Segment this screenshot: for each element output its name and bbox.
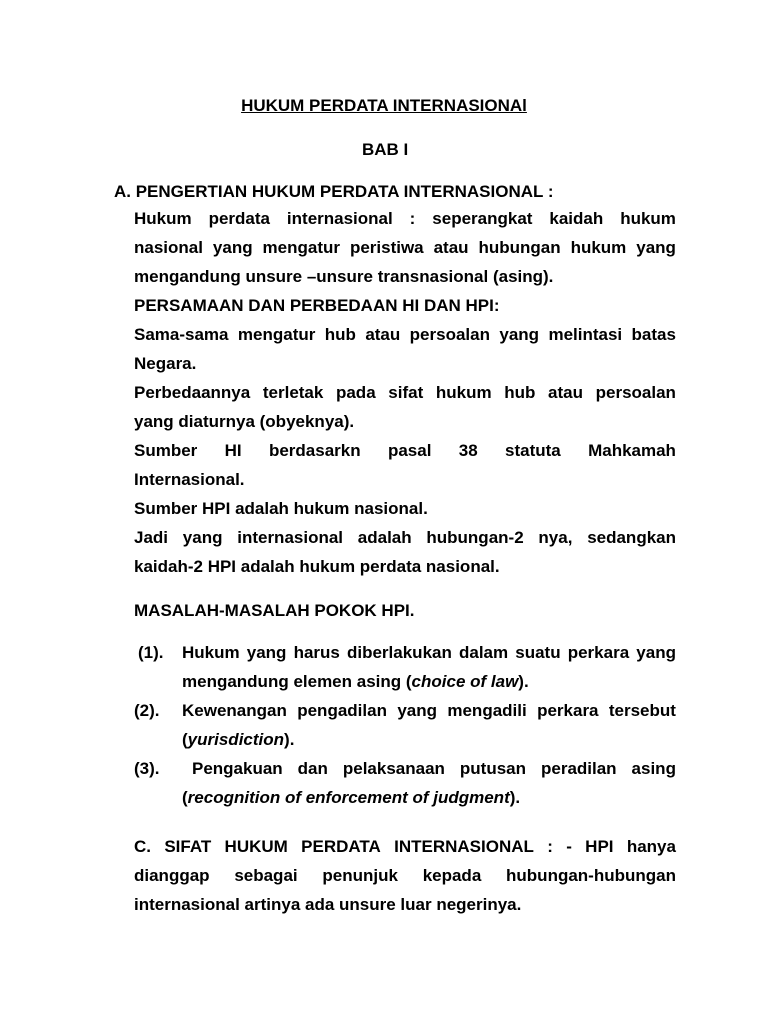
word: nasional bbox=[134, 238, 203, 257]
list-item-number: (2). bbox=[134, 701, 160, 720]
word: dianggap bbox=[134, 866, 210, 885]
word: tersebut bbox=[608, 701, 676, 720]
word: persoalan bbox=[409, 325, 490, 344]
document-title: HUKUM PERDATA INTERNASIONAl bbox=[241, 96, 527, 115]
word: HI bbox=[224, 441, 242, 460]
word: penunjuk bbox=[322, 866, 398, 885]
word: HPI bbox=[585, 837, 614, 856]
word: sedangkan bbox=[587, 528, 676, 547]
word: C. bbox=[134, 837, 151, 856]
section-c-paragraph bbox=[134, 832, 676, 919]
word: suatu bbox=[515, 643, 561, 662]
word: : bbox=[409, 209, 416, 228]
word: batas bbox=[631, 325, 676, 344]
list-item bbox=[134, 638, 676, 696]
definition-line bbox=[134, 233, 676, 262]
word: seperangkat bbox=[432, 209, 533, 228]
word: pengadilan bbox=[297, 701, 387, 720]
list-item-term: choice of law bbox=[411, 672, 519, 691]
word: terletak bbox=[262, 383, 324, 402]
word: yang bbox=[636, 643, 676, 662]
word: kepada bbox=[422, 866, 482, 885]
word: Pengakuan bbox=[192, 759, 283, 778]
definition-line bbox=[134, 204, 676, 233]
comparison-line bbox=[134, 436, 676, 465]
word: perkara bbox=[567, 643, 630, 662]
word: statuta bbox=[505, 441, 561, 460]
word: berdasarkn bbox=[268, 441, 361, 460]
comparison-line: Negara. bbox=[134, 354, 197, 373]
word: nya, bbox=[538, 528, 573, 547]
word: - bbox=[566, 837, 572, 856]
word: hubungan-hubungan bbox=[506, 866, 676, 885]
word: asing bbox=[631, 759, 676, 778]
word: pelaksanaan bbox=[342, 759, 445, 778]
word: Sumber bbox=[134, 441, 198, 460]
word: melintasi bbox=[548, 325, 623, 344]
list-item-number: (3). bbox=[134, 759, 160, 778]
word: hubungan-2 bbox=[426, 528, 524, 547]
word: diberlakukan bbox=[346, 643, 452, 662]
problems-heading: MASALAH-MASALAH POKOK HPI. bbox=[134, 601, 415, 620]
list-item-line bbox=[182, 667, 676, 696]
word: hukum bbox=[435, 383, 492, 402]
word: 38 bbox=[458, 441, 478, 460]
word: peristiwa bbox=[349, 238, 424, 257]
definition-line: mengandung unsure –unsure transnasional (asing). bbox=[134, 267, 554, 286]
word: pada bbox=[335, 383, 376, 402]
word: perdata bbox=[208, 209, 270, 228]
section-c-line: internasional artinya ada unsure luar negerinya. bbox=[134, 895, 522, 914]
word: hub bbox=[324, 325, 356, 344]
word: harus bbox=[293, 643, 340, 662]
comparison-line: kaidah-2 HPI adalah hukum perdata nasional. bbox=[134, 557, 500, 576]
list-item bbox=[134, 696, 676, 754]
word: pasal bbox=[387, 441, 432, 460]
word: atau bbox=[365, 325, 401, 344]
list-item-number: (1). bbox=[138, 643, 164, 662]
word: sifat bbox=[388, 383, 424, 402]
word: mengatur bbox=[237, 325, 316, 344]
word: yang bbox=[212, 238, 253, 257]
word: Jadi bbox=[134, 528, 169, 547]
word: dalam bbox=[458, 643, 509, 662]
word: adalah bbox=[357, 528, 412, 547]
word: putusan bbox=[459, 759, 527, 778]
word: internasional bbox=[237, 528, 344, 547]
word: SIFAT bbox=[164, 837, 212, 856]
word: hukum bbox=[620, 209, 676, 228]
word: sebagai bbox=[234, 866, 298, 885]
word: Hukum bbox=[182, 643, 240, 662]
word: persoalan bbox=[595, 383, 676, 402]
word: hub bbox=[504, 383, 536, 402]
comparison-line bbox=[134, 320, 676, 349]
word: yang bbox=[499, 325, 540, 344]
word: HUKUM bbox=[224, 837, 288, 856]
word: peradilan bbox=[540, 759, 617, 778]
list-item bbox=[134, 754, 676, 812]
comparison-line: yang diaturnya (obyeknya). bbox=[134, 412, 355, 431]
word: perkara bbox=[537, 701, 599, 720]
list-item-line bbox=[182, 638, 676, 667]
word: hukum bbox=[570, 238, 627, 257]
list-item-term: recognition of enforcement of judgment bbox=[187, 788, 510, 807]
word: : bbox=[547, 837, 553, 856]
list-item-text: ). bbox=[518, 672, 529, 691]
section-c-line bbox=[134, 832, 676, 861]
list-item-text: ( bbox=[182, 788, 188, 807]
list-item-text: ( bbox=[182, 730, 188, 749]
comparison-line bbox=[134, 378, 676, 407]
comparison-line: Internasional. bbox=[134, 470, 245, 489]
list-item-text: ). bbox=[509, 788, 521, 807]
word: Kewenangan bbox=[182, 701, 287, 720]
comparison-heading: PERSAMAAN DAN PERBEDAAN HI DAN HPI: bbox=[134, 296, 500, 315]
word: kaidah bbox=[549, 209, 604, 228]
problems-list bbox=[134, 638, 676, 812]
list-item-text: mengandung elemen asing ( bbox=[182, 672, 412, 691]
word: hanya bbox=[626, 837, 676, 856]
word: mengadili bbox=[447, 701, 527, 720]
word: dan bbox=[297, 759, 328, 778]
word: yang bbox=[246, 643, 287, 662]
list-item-line bbox=[182, 696, 676, 725]
word: Perbedaannya bbox=[134, 383, 251, 402]
section-a-heading: A. PENGERTIAN HUKUM PERDATA INTERNASIONAL : bbox=[114, 182, 554, 201]
word: Hukum bbox=[134, 209, 192, 228]
word: yang bbox=[636, 238, 676, 257]
word: mengatur bbox=[262, 238, 340, 257]
comparison-line bbox=[134, 523, 676, 552]
word: yang bbox=[397, 701, 437, 720]
word: Sama-sama bbox=[134, 325, 229, 344]
chapter-heading: BAB I bbox=[362, 140, 409, 159]
definition-paragraph bbox=[134, 204, 676, 581]
section-c-line bbox=[134, 861, 676, 890]
word: internasional bbox=[286, 209, 393, 228]
word: hubungan bbox=[478, 238, 561, 257]
list-item-text: ). bbox=[284, 730, 295, 749]
word: PERDATA bbox=[301, 837, 381, 856]
word: Mahkamah bbox=[588, 441, 676, 460]
list-item-term: yurisdiction bbox=[187, 730, 285, 749]
word: atau bbox=[433, 238, 469, 257]
comparison-line: Sumber HPI adalah hukum nasional. bbox=[134, 499, 428, 518]
word: atau bbox=[548, 383, 583, 402]
list-item-line bbox=[182, 783, 676, 812]
list-item-line bbox=[182, 725, 676, 754]
word: yang bbox=[182, 528, 223, 547]
list-item-line bbox=[192, 754, 676, 783]
word: INTERNASIONAL bbox=[394, 837, 534, 856]
